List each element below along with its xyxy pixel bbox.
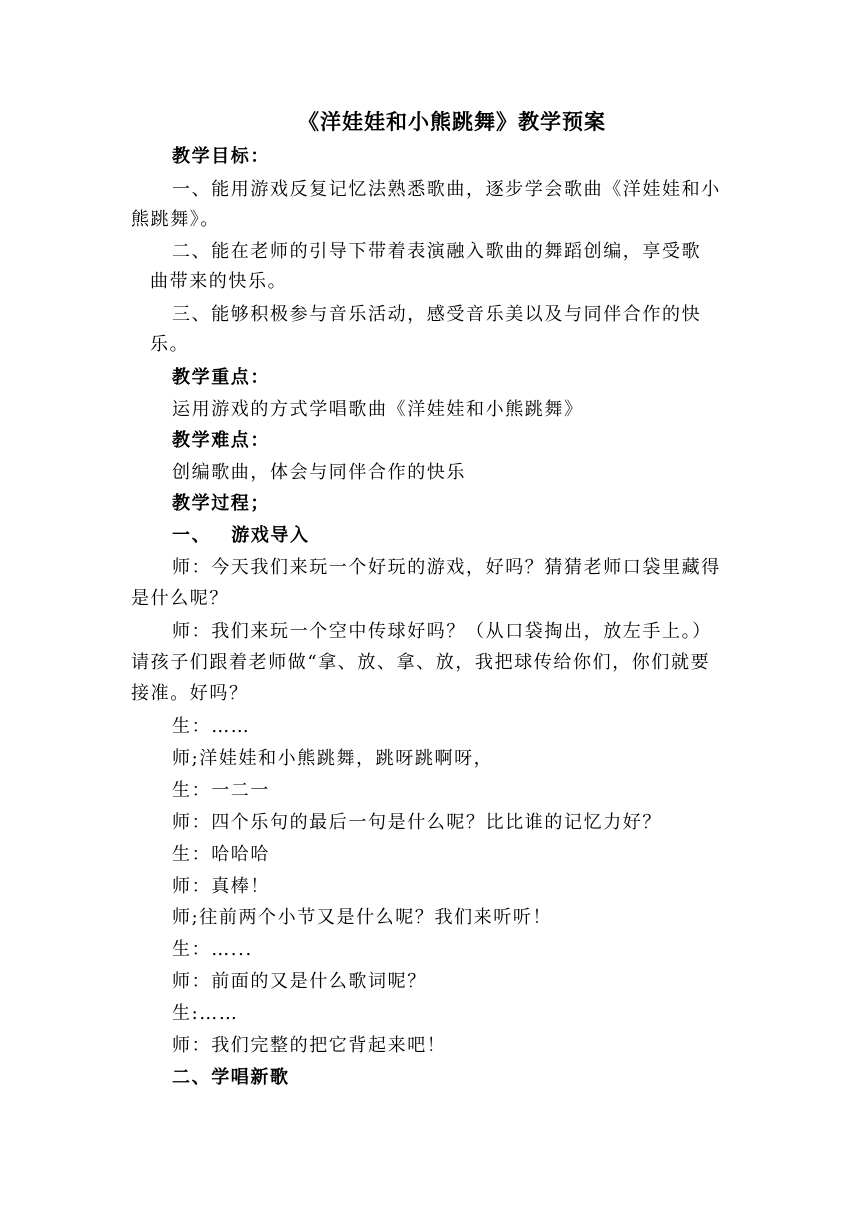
objective-2-line-2: 曲带来的快乐。 bbox=[150, 271, 288, 292]
key-point-heading: 教学重点： bbox=[172, 367, 270, 388]
objectives-heading: 教学目标： bbox=[172, 146, 270, 167]
objective-1-line-2: 熊跳舞》。 bbox=[131, 209, 220, 230]
objective-2-line-1: 二、能在老师的引导下带着表演融入歌曲的舞蹈创编，享受歌 bbox=[172, 241, 702, 262]
dialogue-line: 生：一二一 bbox=[172, 780, 270, 801]
section-2-heading: 二、学唱新歌 bbox=[172, 1067, 290, 1088]
difficulty-text: 创编歌曲，体会与同伴合作的快乐 bbox=[172, 462, 466, 483]
dialogue-line: 师;往前两个小节又是什么呢？我们来听听！ bbox=[172, 907, 553, 928]
dialogue-line: 接准。好吗？ bbox=[131, 683, 249, 704]
dialogue-line: 生：…... bbox=[172, 939, 253, 960]
dialogue-line: 师：今天我们来玩一个好玩的游戏，好吗？猜猜老师口袋里藏得 bbox=[172, 557, 721, 578]
dialogue-line: 生:…… bbox=[172, 1003, 239, 1024]
dialogue-line: 生：…… bbox=[172, 716, 251, 737]
dialogue-line: 是什么呢？ bbox=[131, 588, 229, 609]
section-1-title: 游戏导入 bbox=[231, 525, 310, 546]
process-heading: 教学过程； bbox=[172, 493, 270, 514]
objective-1-line-1: 一、能用游戏反复记忆法熟悉歌曲，逐步学会歌曲《洋娃娃和小 bbox=[172, 179, 721, 200]
dialogue-line: 生：哈哈哈 bbox=[172, 844, 270, 865]
section-1-heading bbox=[172, 524, 310, 548]
dialogue-line: 师：我们来玩一个空中传球好吗？（从口袋掏出，放左手上。） bbox=[172, 621, 712, 642]
dialogue-line: 请孩子们跟着老师做“拿、放、拿、放，我把球传给你们，你们就要 bbox=[131, 652, 711, 673]
objective-3-line-2: 乐。 bbox=[150, 334, 190, 355]
key-point-text: 运用游戏的方式学唱歌曲《洋娃娃和小熊跳舞》 bbox=[172, 399, 584, 420]
dialogue-line: 师;洋娃娃和小熊跳舞，跳呀跳啊呀， bbox=[172, 748, 494, 769]
dialogue-line: 师：四个乐句的最后一句是什么呢？比比谁的记忆力好？ bbox=[172, 812, 662, 833]
section-1-number: 一、 bbox=[172, 525, 212, 546]
dialogue-line: 师：真棒！ bbox=[172, 876, 270, 897]
dialogue-line: 师：我们完整的把它背起来吧！ bbox=[172, 1035, 447, 1056]
objective-3-line-1: 三、能够积极参与音乐活动，感受音乐美以及与同伴合作的快 bbox=[172, 304, 702, 325]
document-title: 《洋娃娃和小熊跳舞》教学预案 bbox=[298, 110, 606, 134]
difficulty-heading: 教学难点： bbox=[172, 430, 270, 451]
dialogue-line: 师：前面的又是什么歌词呢？ bbox=[172, 971, 427, 992]
